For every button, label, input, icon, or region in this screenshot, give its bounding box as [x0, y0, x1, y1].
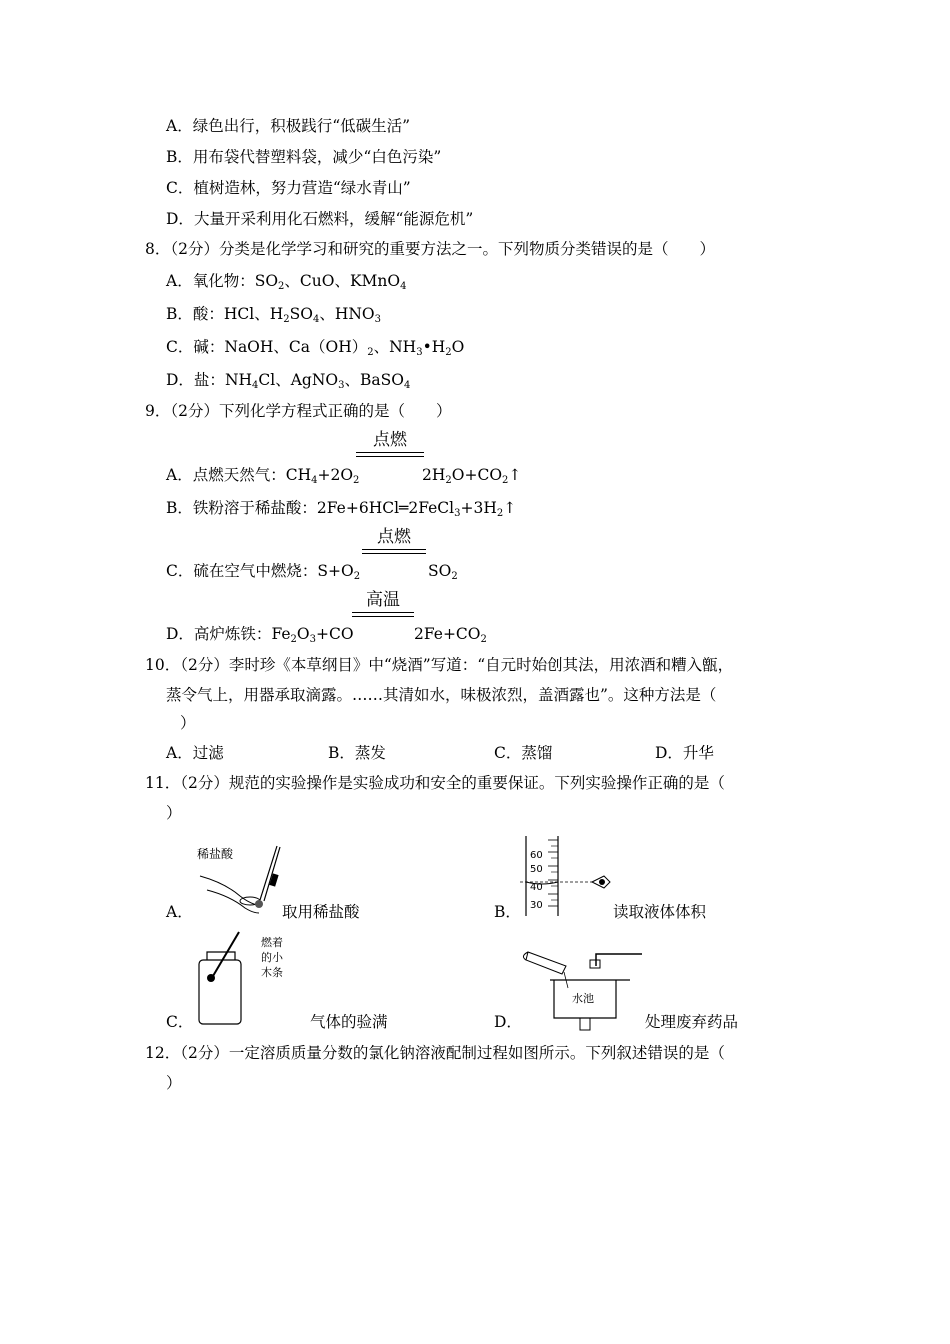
q10-stem-line2: 蒸令气上，用器承取滴露。……其清如水，味极浓烈，盖酒露也”。这种方法是（	[166, 686, 717, 704]
q7-option-a: A．绿色出行，积极践行“低碳生活”	[166, 117, 411, 135]
q9-option-c: C．硫在空气中燃烧：$S+O_2$	[166, 562, 361, 582]
q8-option-c: C．碱：NaOH、$Ca(OH)_2$、$NH_3•H_2O$	[166, 338, 465, 358]
figure-c-label-3: 木条	[261, 966, 283, 979]
q11-option-d-letter: D．	[494, 1013, 522, 1031]
tick-30: 30	[530, 900, 543, 911]
q7-option-c: C．植树造林，努力营造“绿水青山”	[166, 179, 411, 197]
q11-stem-line1: 11．（2分）规范的实验操作是实验成功和安全的重要保证。下列实验操作正确的是（	[145, 774, 725, 792]
q8-option-a: A．氧化物：$SO_2$、CuO、KMnO$_4$	[166, 272, 407, 292]
q10-option-b: B．蒸发	[328, 744, 386, 762]
q9-option-a: A．点燃天然气：$CH_4+2O_2$	[166, 466, 360, 486]
q7-option-d: D．大量开采利用化石燃料，缓解“能源危机”	[166, 210, 474, 228]
q10-stem-line3: ）	[180, 714, 196, 732]
q7-option-b: B．用布袋代替塑料袋，减少“白色污染”	[166, 148, 442, 166]
q11-option-b-caption: 读取液体体积	[613, 903, 707, 921]
q8-option-d: D．盐：$NH_4Cl$、AgNO$_3$、BaSO$_4$	[166, 371, 411, 391]
q10-stem-line1: 10．（2分）李时珍《本草纲目》中“烧酒”写道：“自元时始创其法，用浓酒和糟入甑，	[145, 656, 734, 674]
q10-option-d: D．升华	[655, 744, 714, 762]
figure-a-dropper	[195, 838, 295, 918]
tick-60: 60	[530, 850, 543, 861]
q11-option-c-letter: C．	[166, 1013, 194, 1031]
q9-stem: 9．（2分）下列化学方程式正确的是（ ）	[145, 402, 452, 420]
q9-option-d: D．高炉炼铁：$Fe_2O_3+CO$	[166, 625, 354, 645]
q10-option-a: A．过滤	[166, 744, 224, 762]
q11-stem-line2: ）	[166, 804, 182, 822]
q9-d-products: $2Fe+CO_2$	[414, 625, 487, 645]
q8-stem: 8．（2分）分类是化学学习和研究的重要方法之一。下列物质分类错误的是（ ）	[145, 240, 715, 258]
q9-c-condition: 点燃	[362, 527, 426, 554]
q8-option-b: B．酸：HCl、$H_2SO_4$、$HNO_3$	[166, 305, 381, 325]
q11-option-a-caption: 取用稀盐酸	[282, 903, 360, 921]
figure-b-cylinder	[520, 836, 620, 918]
figure-c-label-1: 燃着	[261, 936, 283, 949]
q9-option-b: B．铁粉溶于稀盐酸：$2Fe+6HCl═2FeCl_3+3H_2↑$	[166, 499, 517, 519]
q9-a-products: $2H_2O+CO_2↑$	[422, 466, 522, 486]
q9-a-condition: 点燃	[356, 430, 424, 457]
figure-a-label: 稀盐酸	[197, 847, 234, 861]
q12-stem-line1: 12．（2分）一定溶质质量分数的氯化钠溶液配制过程如图所示。下列叙述错误的是（	[145, 1044, 725, 1062]
tick-40: 40	[530, 882, 543, 893]
q10-option-c: C．蒸馏	[494, 744, 553, 762]
q11-option-d-caption: 处理废弃药品	[645, 1013, 739, 1031]
figure-d-sink	[520, 944, 650, 1036]
figure-d-label: 水池	[572, 992, 594, 1005]
q11-option-a-letter: A．	[166, 903, 193, 921]
q12-stem-line2: ）	[166, 1074, 182, 1092]
q9-d-condition: 高温	[352, 590, 414, 617]
figure-c-bottle	[195, 930, 305, 1028]
figure-c-label-2: 的小	[261, 951, 283, 964]
q11-option-c-caption: 气体的验满	[310, 1013, 388, 1031]
q11-option-b-letter: B．	[494, 903, 521, 921]
q9-c-products: $SO_2$	[428, 562, 458, 582]
tick-50: 50	[530, 864, 543, 875]
